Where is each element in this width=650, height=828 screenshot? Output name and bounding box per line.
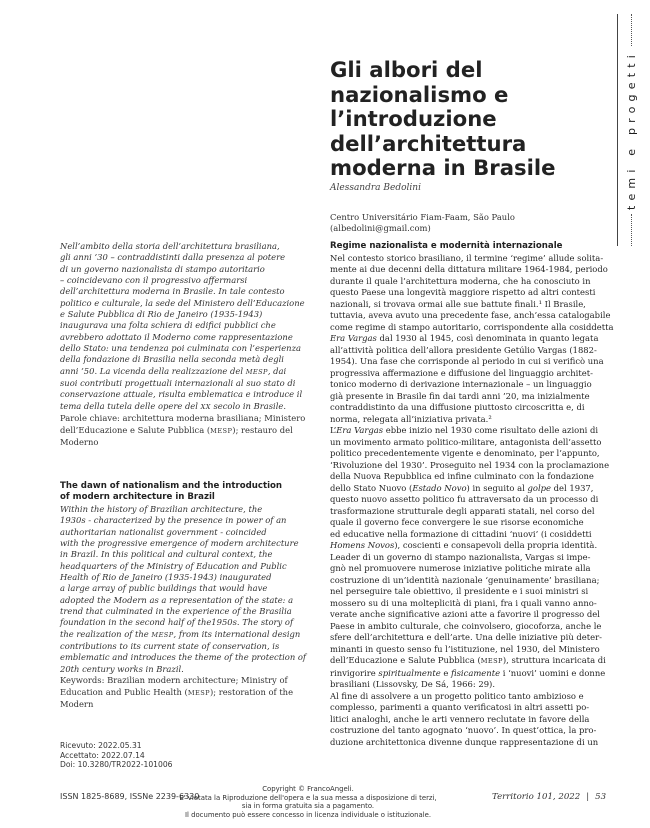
article-body (330, 241, 614, 748)
body-line: già presente in Brasile fin dai tardi anni ’20, ma inizialmente (330, 390, 590, 401)
journal-name: Territorio 101, 2022 (492, 792, 581, 802)
body-line: costruzione di un’identità nazionale ‘genuinamente’ brasiliana; (330, 574, 600, 585)
page-number: 53 (595, 792, 607, 802)
body-line: complesso, parimenti a quanto verificatosi in altri assetti po- (330, 702, 590, 712)
body-line: duzione architettonica divenne dunque rappresentazione di un (330, 736, 599, 747)
body-line: Paese in ambito culturale, che coinvolsero, giocoforza, anche le (330, 620, 602, 631)
body-line: ed educative nella formazione di cittadini ‘nuovi’ (i cosiddetti (330, 528, 592, 539)
abstract-line: 20th century works in Brazil. (60, 663, 184, 674)
keywords-line: Parole chiave: architettura moderna brasiliana; Ministero (60, 413, 306, 424)
body-line: nel perseguire tale obiettivo, il presidente e i suoi ministri si (330, 586, 589, 596)
title-line: l’introduzione (330, 106, 497, 131)
abstract-line: authoritarian nationalist government - coincided (60, 526, 267, 537)
body-line: rinvigorire spiritualmente e fisicamente i ‘nuovi’ uomini e donne (330, 667, 606, 678)
keywords-line: Modern (60, 698, 94, 709)
abstract-line: a large array of public buildings that would have (60, 583, 268, 594)
abstract-line: della fondazione di Brasilia nella seconda metà degli (60, 354, 284, 365)
author-affiliation (330, 212, 515, 234)
abstract-line: dell’architettura moderna in Brasile. In tale contesto (60, 286, 285, 297)
body-line: litici analoghi, anche le arti vennero reclutate in favore della (330, 713, 590, 724)
body-line: nazionali, si trovava ormai alle sue battute finali.¹ Il Brasile, (330, 298, 586, 309)
copyright-line: Il documento può essere concesso in licenza individuale o istituzionale. (184, 810, 432, 819)
abstract-line: foundation in the second half of the1950s. The story of (60, 617, 294, 628)
body-line: quale il governo fece convergere le sue risorse economiche (330, 517, 584, 527)
abstract-line: Health of Rio de Janeiro (1935-1943) inaugurated (60, 572, 272, 583)
body-line: dello Stato Nuovo (Estado Novo) in seguito al golpe del 1937, (330, 482, 594, 493)
copyright-notice (178, 785, 438, 819)
body-line: dell’Educazione e Salute Pubblica (MESP), struttura incaricata di (330, 655, 606, 665)
affiliation-line: (albedolini@gmail.com) (330, 223, 431, 233)
body-line: questo nuovo assetto politico fu attraversato da un processo di (330, 494, 599, 504)
abstract-line: headquarters of the Ministry of Education and Public (60, 560, 287, 571)
body-line: gnò nel promuovere numerose iniziative politiche mirate alla (330, 563, 591, 573)
section-tab (617, 14, 644, 246)
abstract-line: dello Stato: una tendenza poi culminata con l’esperienza (60, 343, 301, 354)
abstract-line: avrebbero adottato il Moderno come rappresentazione (60, 331, 293, 342)
body-line: come regime di stampo autoritario, corrispondente alla cosiddetta (330, 321, 614, 332)
body-line: minanti in questo senso fu l’istituzione, nel 1930, del Ministero (330, 643, 600, 654)
author-name: Alessandra Bedolini (330, 183, 421, 193)
article-dates (60, 741, 173, 770)
tab-dotted-line (631, 214, 632, 246)
separator: | (586, 792, 590, 802)
section-tab-label: temi e progetti (624, 49, 638, 211)
body-line: questo Paese una longevità maggiore rispetto ad altri contesti (330, 287, 596, 297)
body-line: L’Era Vargas ebbe inizio nel 1930 come risultato delle azioni di (330, 425, 599, 435)
abstract-line: politico e culturale, la sede del Ministero dell’Educazione (60, 297, 305, 308)
abstract-line: the realization of the MESP, from its international design (60, 628, 301, 639)
date-line: Accettato: 2022.07.14 (60, 750, 145, 760)
abstract-line: Nell’ambito della storia dell’architettura brasiliana, (60, 241, 280, 251)
abstract-line: emblematic and introduces the theme of the protection of (60, 652, 307, 663)
abstract-italian (60, 241, 305, 448)
body-line: politico precedentemente vigente e denominato, per l’appunto, (330, 448, 600, 458)
body-line: 1954). Una fase che corrisponde al periodo in cui si verificò una (330, 356, 604, 366)
title-line: Gli albori del (330, 57, 483, 82)
heading-line: of modern architecture in Brazil (60, 492, 215, 503)
abstract-line: in Brazil. In this political and cultural context, the (60, 549, 273, 560)
abstract-line: trend that culminated in the experience of the Brasilia (60, 606, 292, 617)
abstract-line: anni ’50. La vicenda della realizzazione del MESP, dai (60, 365, 287, 376)
body-line: brasiliani (Lissovsky, De Sá, 1966: 29). (330, 679, 495, 689)
copyright-line: Copyright © FrancoAngeli. (262, 785, 354, 793)
abstract-english-heading (60, 481, 282, 504)
body-line: Homens Novos), coscienti e consapevoli della propria identità. (330, 540, 598, 550)
body-line: durante il quale l’architettura moderna, che ha conosciuto in (330, 275, 591, 286)
keywords-line: Keywords: Brazilian modern architecture; Ministry of (60, 675, 288, 686)
section-heading: Regime nazionalista e modernità internazionale (330, 241, 563, 251)
body-line: Nel contesto storico brasiliano, il termine ‘regime’ allude solita- (330, 252, 604, 263)
date-line: Ricevuto: 2022.05.31 (60, 741, 142, 750)
keywords-line: Education and Public Health (MESP); restoration of the (60, 686, 294, 697)
abstract-line: 1930s - characterized by the presence in power of an (60, 515, 287, 526)
body-line: tuttavia, aveva avuto una precedente fase, anch’essa catalogabile (330, 310, 611, 320)
keywords-english (60, 675, 306, 710)
abstract-line: gli anni ’30 – contraddistinti dalla presenza al potere (60, 252, 286, 263)
keywords-line: Moderno (60, 436, 99, 447)
abstract-line: di un governo nazionalista di stampo autoritario (60, 263, 265, 274)
journal-info (492, 792, 606, 802)
tab-dotted-line (631, 14, 632, 46)
abstract-line: – coincidevano con il progressivo affermarsi (60, 275, 248, 286)
body-line: verate anche significative azioni atte a favorire il progresso del (330, 609, 600, 619)
affiliation-line: Centro Universitário Fiam-Faam, São Paulo (330, 212, 515, 222)
abstract-line: conservazione attuale, risulta emblematica e introduce il (60, 389, 303, 400)
copyright-line: E' vietata la Riproduzione dell'opera e la sua messa a disposizione di terzi, (179, 793, 437, 802)
heading-line: The dawn of nationalism and the introduction (60, 481, 283, 491)
body-line: Al fine di assolvere a un progetto politico tanto ambizioso e (330, 690, 584, 701)
title-line: dell’architettura (330, 130, 527, 156)
body-line: contraddistinto da una diffusione piuttosto circoscritta e, di (330, 402, 585, 412)
abstract-english-text (60, 504, 306, 675)
body-line: trasformazione strutturale degli apparati statali, nel corso del (330, 505, 595, 516)
title-line: moderna in Brasile (330, 155, 556, 180)
keywords-italian (60, 413, 305, 448)
body-line: mente ai due decenni della dittatura militare 1964-1984, periodo (330, 264, 608, 274)
abstract-english (60, 504, 306, 710)
body-line: Era Vargas dal 1930 al 1945, così denominata in quanto legata (330, 333, 599, 343)
body-line: progressiva affermazione e diffusione del linguaggio architet- (330, 367, 593, 378)
body-line: Leader di un governo di stampo nazionalista, Vargas si impe- (330, 551, 591, 562)
abstract-line: suoi contributi progettuali internazionali al suo stato di (60, 378, 296, 389)
abstract-line: Within the history of Brazilian architecture, the (60, 504, 263, 514)
issn: ISSN 1825-8689, ISSNe 2239-6330 (60, 792, 200, 801)
abstract-italian-text (60, 241, 305, 413)
title-line: nazionalismo e (330, 81, 509, 107)
body-line: sfere dell’architettura e dell’arte. Una delle iniziative più deter- (330, 632, 602, 642)
abstract-line: with the progressive emergence of modern architecture (60, 538, 299, 549)
abstract-line: tema della tutela delle opere del XX secolo in Brasile. (60, 400, 287, 411)
abstract-line: contributions to its current state of conservation, is (60, 641, 280, 652)
body-line: costruzione del tanto agognato ‘nuovo’. In quest’ottica, la pro- (330, 725, 597, 735)
abstract-line: adopted the Modern as a representation of the state: a (60, 594, 294, 605)
body-line: norma, relegata all’iniziativa privata.² (330, 413, 492, 424)
body-line: all’attività politica dell’allora presidente Getúlio Vargas (1882- (330, 344, 597, 355)
body-line: un movimento armato politico-militare, antagonista dell’assetto (330, 436, 602, 447)
body-line: della Nuova Repubblica ed infine culminato con la fondazione (330, 471, 594, 481)
date-line: Doi: 10.3280/TR2022-101006 (60, 760, 173, 770)
article-title (330, 58, 600, 181)
abstract-line: inaugurava una folta schiera di edifici pubblici che (60, 320, 276, 331)
body-line: ‘Rivoluzione del 1930’. Proseguito nel 1934 con la proclamazione (330, 459, 610, 470)
keywords-line: dell’Educazione e Salute Pubblica (MESP); restauro del (60, 424, 293, 435)
body-line: mossero su di una molteplicità di piani, fra i quali vanno anno- (330, 597, 597, 608)
copyright-line: sia in forma gratuita sia a pagamento. (241, 802, 375, 811)
body-line: tonico moderno di derivazione internazionale – un linguaggio (330, 379, 592, 389)
abstract-line: e Salute Pubblica di Rio de Janeiro (1935-1943) (60, 309, 263, 320)
